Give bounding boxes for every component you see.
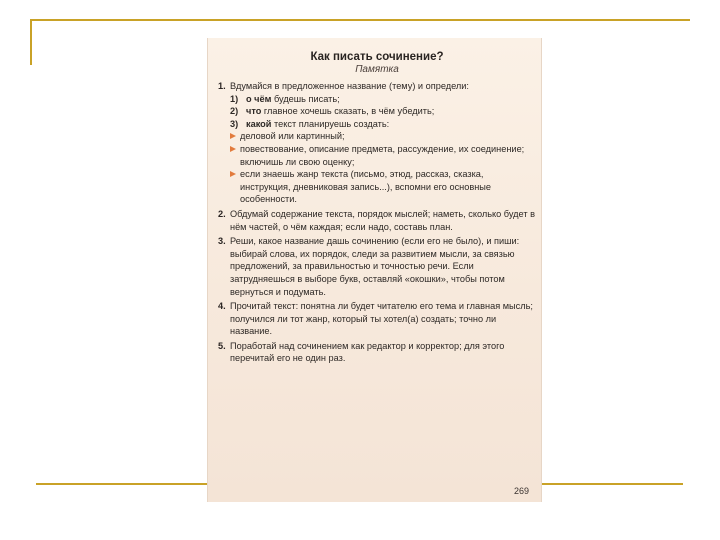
sub-item-bold: что [246, 106, 262, 117]
item-number: 5. [218, 340, 226, 351]
top-rule-line [30, 19, 690, 21]
item-intro: Вдумайся в предложенное название (тему) и определи: [230, 81, 469, 91]
triangle-bullet-icon [230, 171, 236, 177]
list-item-5 [218, 340, 536, 365]
sub-item-number: 1) [230, 93, 239, 104]
bullet-item-3 [230, 168, 536, 206]
page-content [218, 46, 536, 367]
left-rule-line [30, 19, 32, 65]
item-number: 4. [218, 301, 226, 312]
triangle-bullet-icon [230, 146, 236, 152]
item-number: 3. [218, 236, 226, 247]
list-item-4 [218, 300, 536, 338]
sub-item-bold: какой [246, 118, 272, 129]
textbook-page-image [207, 38, 542, 502]
item-text: Прочитай текст: понятна ли будет читателю его тема и главная мысль; получился ли тот жанр, который ты хотел(а) создать; точно ли название. [230, 301, 533, 337]
item-text: Обдумай содержание текста, порядок мыслей; наметь, сколько будет в нём частей, о чём каждая; если надо, составь план. [230, 208, 535, 232]
bullet-text: если знаешь жанр текста (письмо, этюд, рассказ, сказка, инструкция, дневниковая запись...), вспомни его основные особенности. [240, 169, 492, 205]
bullet-text: деловой или картинный; [240, 131, 345, 142]
sub-item-text: будешь писать; [273, 93, 340, 104]
sub-item-number: 3) [230, 118, 239, 129]
sub-item-1 [230, 93, 536, 106]
sub-item-bold: о чём [246, 93, 272, 104]
sub-item-3 [230, 118, 536, 131]
sub-item-number: 2) [230, 106, 239, 117]
sub-item-text: главное хочешь сказать, в чём убедить; [263, 106, 435, 117]
page-subtitle: Памятка [355, 64, 399, 75]
list-item-1 [218, 80, 536, 206]
bullet-item-1 [230, 130, 536, 143]
bullet-text: повествование, описание предмета, рассуждение, их соединение; включишь ли свою оценку; [240, 143, 525, 167]
sub-item-text: текст планируешь создать: [274, 118, 390, 129]
bullet-item-2 [230, 143, 536, 168]
list-item-3 [218, 235, 536, 298]
sub-item-2 [230, 105, 536, 118]
item-text: Реши, какое название дашь сочинению (если его не было), и пиши: выбирай слова, их порядок, следи за развитием мысли, за связью предложений, за правильностью и точностью речи. Если затрудняешься в выборе букв, оставляй «окошки», чтобы потом вернуться и подумать. [230, 236, 520, 297]
bottom-rule-right [542, 483, 683, 485]
page-number: 269 [513, 486, 529, 496]
page-title: Как писать сочинение? [310, 51, 444, 63]
item-number: 2. [218, 208, 226, 219]
bottom-rule-left [36, 483, 208, 485]
list-item-2 [218, 208, 536, 233]
item-number: 1. [218, 81, 226, 91]
triangle-bullet-icon [230, 133, 236, 139]
item-text: Поработай над сочинением как редактор и корректор; для этого перечитай его не один раз. [230, 340, 505, 364]
